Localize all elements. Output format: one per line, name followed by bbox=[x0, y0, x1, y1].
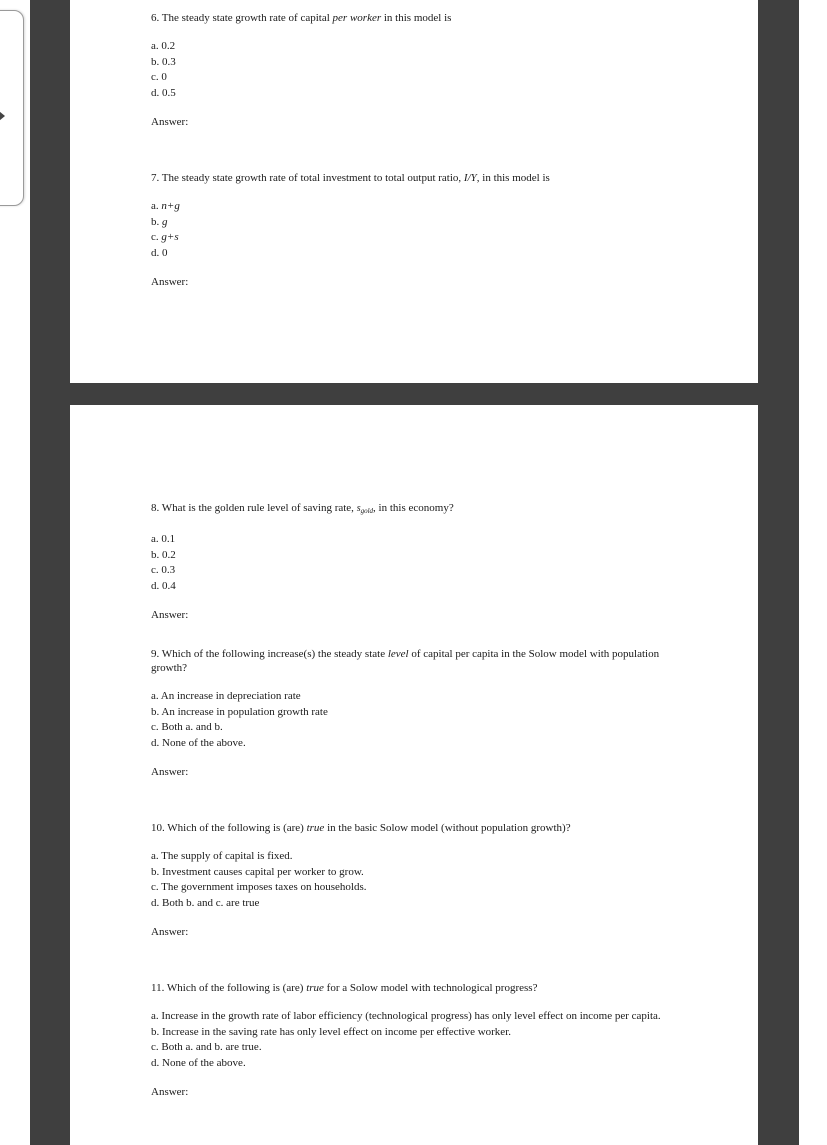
option-a: a. 0.1 bbox=[151, 533, 176, 545]
option-list bbox=[151, 849, 691, 911]
option-c: c. g+s bbox=[151, 231, 179, 244]
answer-label: Answer: bbox=[151, 609, 189, 622]
question-9 bbox=[151, 647, 691, 779]
option-c: c. Both a. and b. are true. bbox=[151, 1041, 262, 1054]
question-10 bbox=[151, 821, 691, 939]
question-text: 10. Which of the following is (are) true in the basic Solow model (without population growth)? bbox=[151, 822, 571, 834]
question-11 bbox=[151, 981, 691, 1099]
option-d: d. None of the above. bbox=[151, 736, 246, 749]
answer-label: Answer: bbox=[151, 926, 189, 939]
option-d: d. 0 bbox=[151, 246, 168, 259]
option-a: a. An increase in depreciation rate bbox=[151, 690, 301, 702]
question-8 bbox=[151, 501, 691, 622]
option-list bbox=[151, 689, 691, 751]
question-text: 9. Which of the following increase(s) the steady state level of capital per capita in the Solow model with population growth? bbox=[151, 648, 660, 674]
document-page-2 bbox=[70, 405, 758, 1145]
answer-label: Answer: bbox=[151, 116, 189, 129]
question-6 bbox=[151, 11, 691, 129]
option-b: b. g bbox=[151, 215, 168, 228]
answer-label: Answer: bbox=[151, 276, 189, 289]
document-page-1 bbox=[70, 0, 758, 383]
sidebar-toggle[interactable] bbox=[0, 10, 24, 206]
answer-label: Answer: bbox=[151, 1086, 189, 1099]
option-a: a. The supply of capital is fixed. bbox=[151, 850, 293, 862]
option-d: d. Both b. and c. are true bbox=[151, 896, 260, 909]
option-d: d. None of the above. bbox=[151, 1056, 246, 1069]
option-c: c. 0 bbox=[151, 71, 167, 84]
option-b: b. 0.2 bbox=[151, 548, 176, 561]
s-gold-symbol: $s_{gold}$ bbox=[356, 503, 374, 515]
option-d: d. 0.4 bbox=[151, 579, 176, 592]
option-c: c. 0.3 bbox=[151, 564, 176, 577]
option-list bbox=[151, 1009, 691, 1071]
option-a: a. n+g bbox=[151, 200, 180, 212]
question-text: 8. What is the golden rule level of saving rate, $s_{gold}$, in this economy? bbox=[151, 502, 454, 515]
question-text: 6. The steady state growth rate of capital per worker in this model is bbox=[151, 12, 452, 24]
option-list bbox=[151, 532, 691, 594]
question-text: 7. The steady state growth rate of total investment to total output ratio, I/Y, in this model is bbox=[151, 172, 550, 184]
option-c: c. Both a. and b. bbox=[151, 721, 223, 734]
option-d: d. 0.5 bbox=[151, 86, 176, 99]
option-a: a. 0.2 bbox=[151, 40, 176, 52]
option-b: b. 0.3 bbox=[151, 55, 176, 68]
option-b: b. Investment causes capital per worker to grow. bbox=[151, 865, 364, 878]
question-text: 11. Which of the following is (are) true for a Solow model with technological progress? bbox=[151, 982, 538, 994]
option-list bbox=[151, 199, 691, 261]
option-b: b. An increase in population growth rate bbox=[151, 705, 328, 718]
answer-label: Answer: bbox=[151, 766, 189, 779]
option-c: c. The government imposes taxes on households. bbox=[151, 881, 367, 894]
question-7 bbox=[151, 171, 691, 289]
option-list bbox=[151, 39, 691, 101]
expand-arrow-icon[interactable] bbox=[0, 107, 5, 125]
option-b: b. Increase in the saving rate has only level effect on income per effective worker. bbox=[151, 1025, 511, 1038]
option-a: a. Increase in the growth rate of labor efficiency (technological progress) has only level effect on income per capita. bbox=[151, 1010, 661, 1022]
